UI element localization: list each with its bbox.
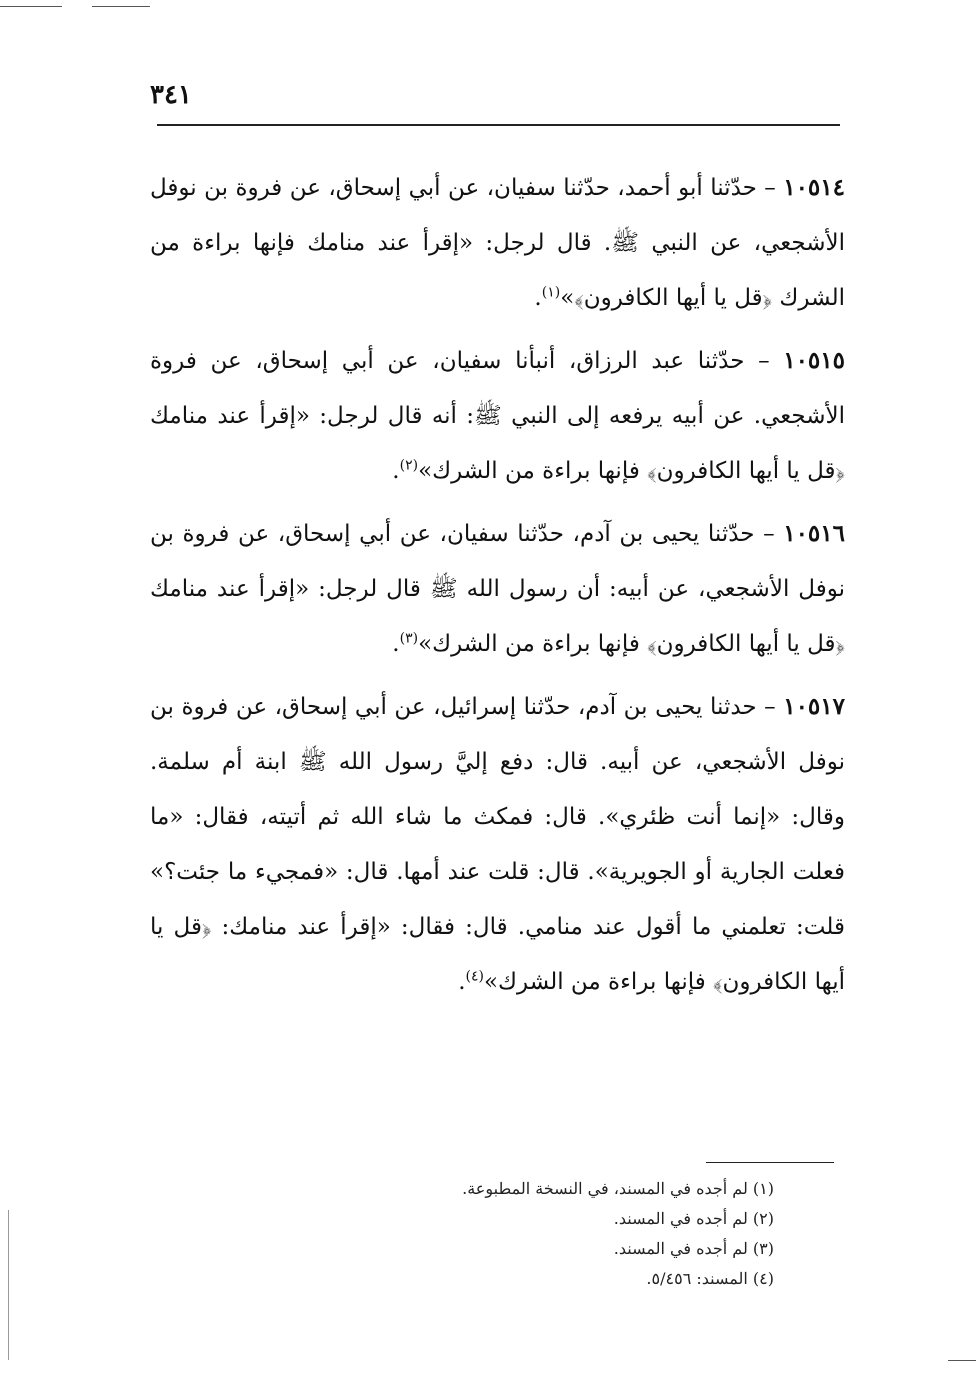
hadith-text: – حدّثنا أبو أحمد، حدّثنا سفيان، عن أبي إسحاق، عن فروة بن نوفل الأشجعي، عن النبي ﷺ. قال لرجل: «إقرأ عند منامك فإنها براءة من الشرك ﴿قل يا أيها الكافرون﴾» xyxy=(150,175,845,311)
hadith-number: ١٠٥١٦ xyxy=(783,520,845,547)
header-rule xyxy=(157,124,840,126)
hadith-text: – حدّثنا عبد الرزاق، أنبأنا سفيان، عن أبي إسحاق، عن فروة الأشجعي. عن أبيه يرفعه إلى النبي ﷺ: أنه قال لرجل: «إقرأ عند منامك ﴿قل يا أيها الكافرون﴾ فإنها براءة من الشرك» xyxy=(150,348,845,484)
hadith-paragraph xyxy=(150,679,845,1010)
footnote-reference: (٤) xyxy=(465,968,484,985)
footnote: (١) لم أجده في المسند، في النسخة المطبوعة. xyxy=(462,1179,774,1198)
footnotes xyxy=(300,1174,774,1294)
hadith-end: . xyxy=(534,285,542,311)
top-edge-mark-left xyxy=(0,6,62,7)
left-margin-mark xyxy=(8,1210,9,1360)
top-edge-mark-right xyxy=(92,6,150,7)
hadith-end: . xyxy=(392,458,400,484)
hadith-number: ١٠٥١٥ xyxy=(783,347,845,374)
footnote-rule xyxy=(706,1162,834,1163)
hadith-number: ١٠٥١٧ xyxy=(783,693,845,720)
hadith-end: . xyxy=(392,631,400,657)
footnote-reference: (١) xyxy=(541,284,561,301)
footnote: (٣) لم أجده في المسند. xyxy=(613,1239,774,1258)
hadith-paragraph xyxy=(150,160,845,326)
footnote: (٤) المسند: ٥/٤٥٦. xyxy=(646,1269,774,1288)
hadith-text: – حدّثنا يحيى بن آدم، حدّثنا سفيان، عن أبي إسحاق، عن فروة بن نوفل الأشجعي، عن أبيه: أن رسول الله ﷺ قال لرجل: «إقرأ عند منامك ﴿قل يا أيها الكافرون﴾ فإنها براءة من الشرك» xyxy=(150,521,845,657)
main-text xyxy=(150,160,845,1017)
hadith-paragraph xyxy=(150,506,845,672)
hadith-number: ١٠٥١٤ xyxy=(783,174,845,201)
footnote-reference: (٣) xyxy=(399,630,419,647)
hadith-text: – حدثنا يحيى بن آدم، حدّثنا إسرائيل، عن أبي إسحاق، عن فروة بن نوفل الأشجعي، عن أبيه. قال: دفع إليَّ رسول الله ﷺ ابنة أم سلمة. وقال: «إنما أنت ظئري». قال: فمكث ما شاء الله ثم أتيته، فقال: «ما فعلت الجارية أو الجويرية». قال: قلت عند أمها. قال: «فمجيء ما جئت؟» قلت: تعلمني ما أقول عند منامي. قال: فقال: «إقرأ عند منامك: ﴿قل يا أيها الكافرون﴾ فإنها براءة من الشرك» xyxy=(150,694,845,995)
bottom-edge-mark xyxy=(948,1360,976,1361)
page-number: ٣٤١ xyxy=(150,80,192,110)
footnote-reference: (٢) xyxy=(399,457,419,474)
hadith-paragraph xyxy=(150,333,845,499)
hadith-end: . xyxy=(458,969,466,995)
footnote: (٢) لم أجده في المسند. xyxy=(613,1209,774,1228)
